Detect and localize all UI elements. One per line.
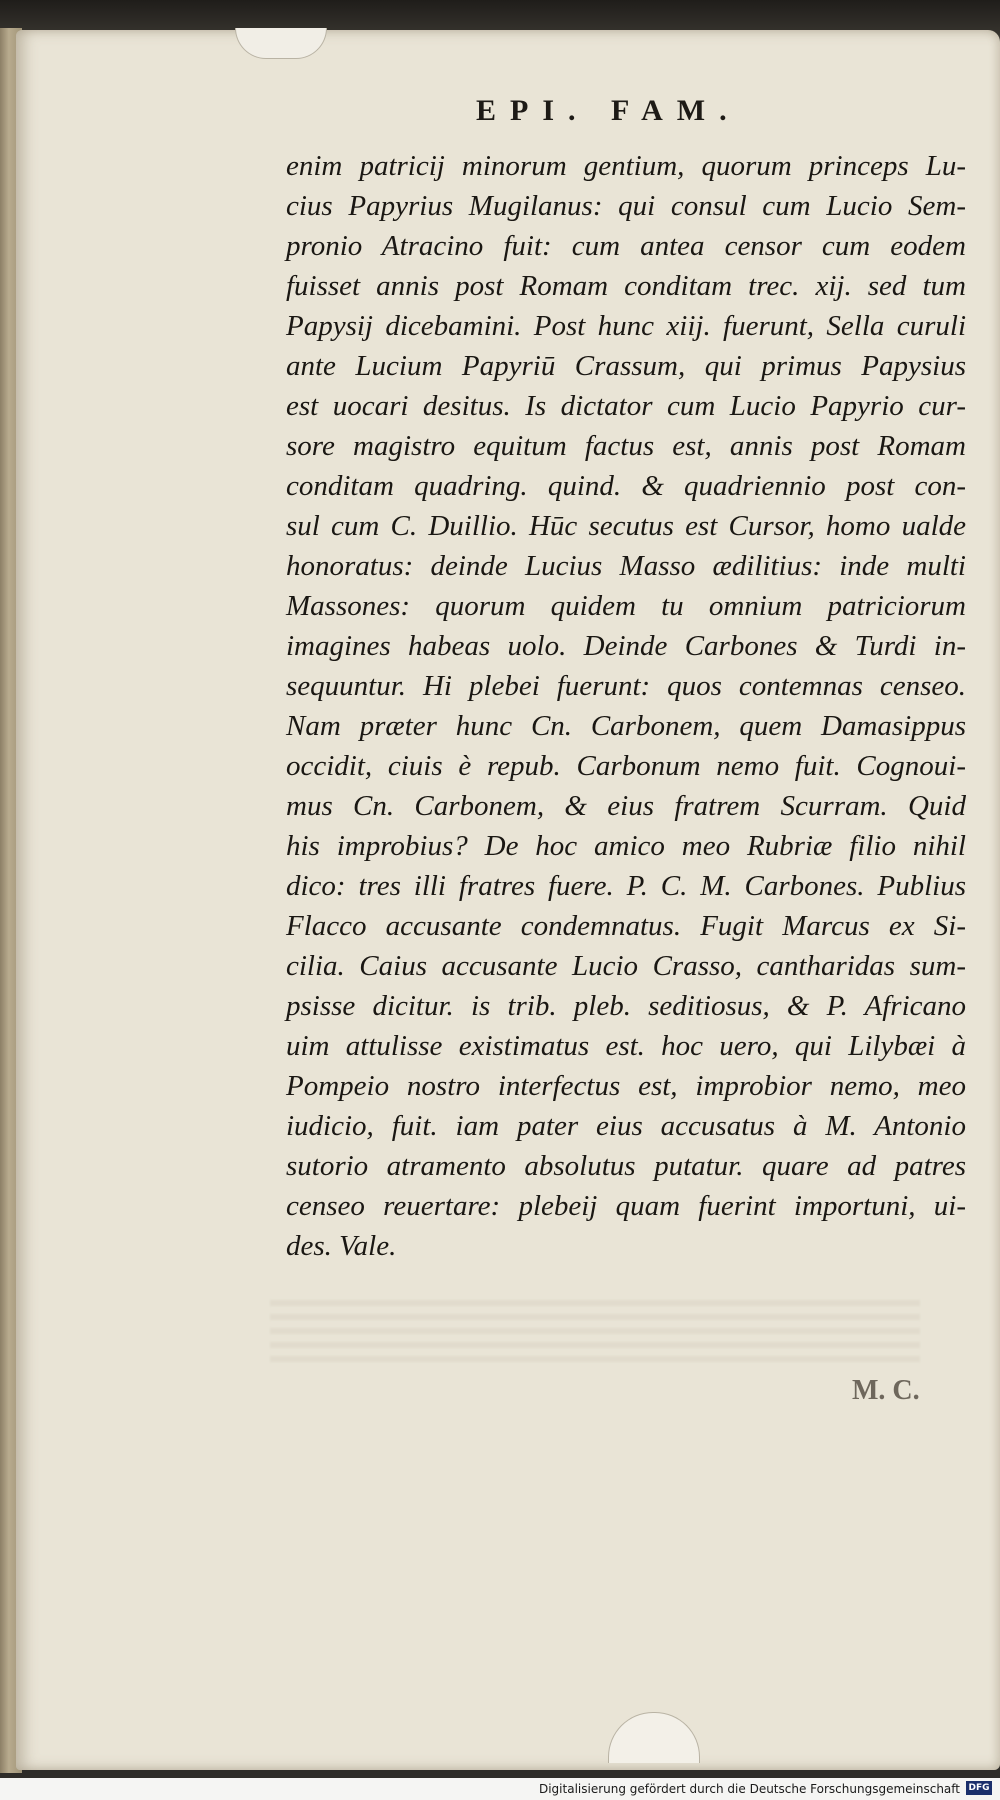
show-through-ink: [270, 1300, 920, 1370]
text-line: occidit, ciuis è repub. Carbonum nemo fuit. Cognoui-: [286, 750, 966, 782]
text-line: cius Papyrius Mugilanus: qui consul cum Lucio Sem-: [286, 190, 966, 222]
text-line: des. Vale.: [286, 1230, 397, 1262]
dfg-logo: DFG: [966, 1781, 992, 1795]
text-line: fuisset annis post Romam conditam trec. xij. sed tum: [286, 270, 966, 302]
letter-body-text: [286, 146, 966, 1266]
text-line: est uocari desitus. Is dictator cum Lucio Papyrio cur-: [286, 390, 966, 422]
text-line: Pompeio nostro interfectus est, improbior nemo, meo: [286, 1070, 966, 1102]
funding-credit: Digitalisierung gefördert durch die Deutsche Forschungsgemeinschaft: [538, 1782, 960, 1796]
signature-mark: M. C.: [852, 1375, 920, 1406]
text-line: psisse dicitur. is trib. pleb. seditiosus, & P. Africano: [286, 990, 966, 1022]
text-line: sutorio atramento absolutus putatur. quare ad patres: [286, 1150, 966, 1182]
text-line: Flacco accusante condemnatus. Fugit Marcus ex Si-: [286, 910, 966, 942]
text-line: sequuntur. Hi plebei fuerunt: quos contemnas censeo.: [286, 670, 966, 702]
text-line: pronio Atracino fuit: cum antea censor cum eodem: [286, 230, 966, 262]
text-line: sore magistro equitum factus est, annis post Romam: [286, 430, 966, 462]
text-line: Massones: quorum quidem tu omnium patriciorum: [286, 590, 966, 622]
text-line: honoratus: deinde Lucius Masso ædilitius: inde multi: [286, 550, 966, 582]
text-line: Papysij dicebamini. Post hunc xiij. fuerunt, Sella curuli: [286, 310, 966, 342]
text-line: conditam quadring. quind. & quadriennio post con-: [286, 470, 966, 502]
text-line: cilia. Caius accusante Lucio Crasso, cantharidas sum-: [286, 950, 966, 982]
text-line: censeo reuertare: plebeij quam fuerint importuni, ui-: [286, 1190, 966, 1222]
running-head: EPI. FAM.: [476, 94, 741, 127]
text-line: imagines habeas uolo. Deinde Carbones & Turdi in-: [286, 630, 966, 662]
text-line: uim attulisse existimatus est. hoc uero, qui Lilybæi à: [286, 1030, 966, 1062]
text-line: iudicio, fuit. iam pater eius accusatus à M. Antonio: [286, 1110, 966, 1142]
text-line: sul cum C. Duillio. Hūc secutus est Cursor, homo ualde: [286, 510, 966, 542]
text-line: enim patricij minorum gentium, quorum princeps Lu-: [286, 150, 966, 182]
text-line: dico: tres illi fratres fuere. P. C. M. Carbones. Publius: [286, 870, 966, 902]
text-line: Nam præter hunc Cn. Carbonem, quem Damasippus: [286, 710, 966, 742]
text-line: ante Lucium Papyriū Crassum, qui primus Papysius: [286, 350, 966, 382]
text-line: his improbius? De hoc amico meo Rubriæ filio nihil: [286, 830, 966, 862]
text-line: mus Cn. Carbonem, & eius fratrem Scurram. Quid: [286, 790, 966, 822]
